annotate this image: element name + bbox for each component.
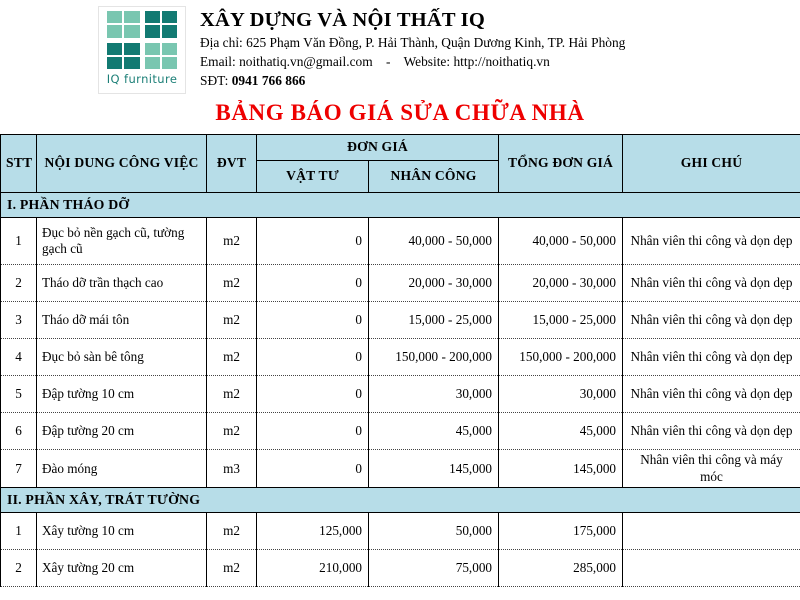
address-label: Địa chỉ: bbox=[200, 35, 243, 51]
cell-unit: m2 bbox=[207, 302, 257, 339]
table-row bbox=[1, 376, 800, 413]
cell-unit: m2 bbox=[207, 413, 257, 450]
cell-total: 175,000 bbox=[499, 513, 623, 550]
cell-labor: 15,000 - 25,000 bbox=[369, 302, 499, 339]
cell-note: Nhân viên thi công và dọn dẹp bbox=[623, 218, 800, 265]
cell-note bbox=[623, 550, 800, 587]
cell-material: 0 bbox=[257, 339, 369, 376]
company-address-line bbox=[200, 33, 625, 52]
phone-label: SĐT: bbox=[200, 73, 229, 89]
table-body bbox=[1, 193, 800, 587]
cell-unit: m2 bbox=[207, 550, 257, 587]
table-row bbox=[1, 218, 800, 265]
price-quote-table bbox=[0, 134, 800, 587]
cell-stt: 2 bbox=[1, 265, 37, 302]
cell-stt: 1 bbox=[1, 513, 37, 550]
table-row bbox=[1, 413, 800, 450]
section-header-row bbox=[1, 193, 800, 218]
cell-stt: 1 bbox=[1, 218, 37, 265]
section-header-row bbox=[1, 488, 800, 513]
logo-pane-top-left bbox=[107, 11, 140, 38]
cell-note: Nhân viên thi công và máy móc bbox=[623, 450, 800, 488]
logo-inner bbox=[104, 11, 180, 89]
cell-unit: m2 bbox=[207, 339, 257, 376]
website-value: http://noithatiq.vn bbox=[453, 54, 550, 70]
company-logo bbox=[98, 6, 186, 94]
company-phone-line bbox=[200, 71, 625, 90]
column-header-total: TỔNG ĐƠN GIÁ bbox=[499, 135, 623, 193]
table-header-row-1 bbox=[1, 135, 800, 161]
cell-labor: 145,000 bbox=[369, 450, 499, 488]
table-row bbox=[1, 450, 800, 488]
cell-total: 45,000 bbox=[499, 413, 623, 450]
address-value: 625 Phạm Văn Đồng, P. Hải Thành, Quận Dương Kinh, TP. Hải Phòng bbox=[246, 35, 626, 51]
column-header-material: VẬT TƯ bbox=[257, 161, 369, 193]
logo-pane-bottom-left bbox=[107, 43, 140, 70]
cell-description: Đập tường 10 cm bbox=[37, 376, 207, 413]
cell-note: Nhân viên thi công và dọn dẹp bbox=[623, 339, 800, 376]
cell-labor: 45,000 bbox=[369, 413, 499, 450]
cell-unit: m2 bbox=[207, 376, 257, 413]
page-title: BẢNG BÁO GIÁ SỬA CHỮA NHÀ bbox=[215, 100, 585, 125]
table-row bbox=[1, 513, 800, 550]
cell-material: 0 bbox=[257, 413, 369, 450]
cell-unit: m3 bbox=[207, 450, 257, 488]
cell-stt: 7 bbox=[1, 450, 37, 488]
cell-material: 0 bbox=[257, 218, 369, 265]
logo-pane-top-right bbox=[145, 11, 178, 38]
section-heading: I. PHẦN THÁO DỠ bbox=[1, 193, 800, 218]
cell-total: 30,000 bbox=[499, 376, 623, 413]
cell-description: Đào móng bbox=[37, 450, 207, 488]
table-row bbox=[1, 339, 800, 376]
cell-note: Nhân viên thi công và dọn dẹp bbox=[623, 376, 800, 413]
cell-note: Nhân viên thi công và dọn dẹp bbox=[623, 413, 800, 450]
cell-description: Đục bỏ nền gạch cũ, tường gạch cũ bbox=[37, 218, 207, 265]
cell-total: 20,000 - 30,000 bbox=[499, 265, 623, 302]
cell-description: Xây tường 10 cm bbox=[37, 513, 207, 550]
cell-material: 0 bbox=[257, 376, 369, 413]
column-header-labor: NHÂN CÔNG bbox=[369, 161, 499, 193]
cell-stt: 2 bbox=[1, 550, 37, 587]
cell-note bbox=[623, 513, 800, 550]
cell-description: Tháo dỡ mái tôn bbox=[37, 302, 207, 339]
cell-total: 285,000 bbox=[499, 550, 623, 587]
cell-labor: 30,000 bbox=[369, 376, 499, 413]
cell-labor: 20,000 - 30,000 bbox=[369, 265, 499, 302]
cell-total: 150,000 - 200,000 bbox=[499, 339, 623, 376]
cell-stt: 3 bbox=[1, 302, 37, 339]
column-header-note: GHI CHÚ bbox=[623, 135, 800, 193]
cell-labor: 50,000 bbox=[369, 513, 499, 550]
section-heading: II. PHẦN XÂY, TRÁT TƯỜNG bbox=[1, 488, 800, 513]
cell-labor: 40,000 - 50,000 bbox=[369, 218, 499, 265]
logo-wordmark: IQ furniture bbox=[106, 72, 178, 86]
cell-description: Tháo dỡ trần thạch cao bbox=[37, 265, 207, 302]
table-row bbox=[1, 550, 800, 587]
table-row bbox=[1, 302, 800, 339]
cell-material: 0 bbox=[257, 450, 369, 488]
cell-note: Nhân viên thi công và dọn dẹp bbox=[623, 265, 800, 302]
email-value: noithatiq.vn@gmail.com bbox=[239, 54, 373, 70]
cell-note: Nhân viên thi công và dọn dẹp bbox=[623, 302, 800, 339]
company-name: XÂY DỰNG VÀ NỘI THẤT IQ bbox=[200, 9, 485, 31]
cell-total: 15,000 - 25,000 bbox=[499, 302, 623, 339]
window-panes-logo-icon bbox=[107, 11, 177, 69]
column-header-unit: ĐVT bbox=[207, 135, 257, 193]
logo-pane-bottom-right bbox=[145, 43, 178, 70]
company-contact-line bbox=[200, 52, 625, 71]
cell-stt: 6 bbox=[1, 413, 37, 450]
company-info bbox=[200, 6, 625, 90]
cell-unit: m2 bbox=[207, 265, 257, 302]
cell-stt: 4 bbox=[1, 339, 37, 376]
cell-labor: 75,000 bbox=[369, 550, 499, 587]
letterhead bbox=[0, 0, 800, 98]
cell-material: 125,000 bbox=[257, 513, 369, 550]
contact-separator: - bbox=[386, 54, 391, 70]
cell-description: Đập tường 20 cm bbox=[37, 413, 207, 450]
cell-stt: 5 bbox=[1, 376, 37, 413]
column-header-unit-price-group: ĐƠN GIÁ bbox=[257, 135, 499, 161]
cell-material: 0 bbox=[257, 265, 369, 302]
website-label: Website: bbox=[403, 54, 451, 70]
cell-description: Xây tường 20 cm bbox=[37, 550, 207, 587]
table-header bbox=[1, 135, 800, 193]
column-header-description: NỘI DUNG CÔNG VIỆC bbox=[37, 135, 207, 193]
table-row bbox=[1, 265, 800, 302]
cell-unit: m2 bbox=[207, 513, 257, 550]
column-header-stt: STT bbox=[1, 135, 37, 193]
phone-value: 0941 766 866 bbox=[231, 73, 306, 89]
email-label: Email: bbox=[200, 54, 236, 70]
cell-unit: m2 bbox=[207, 218, 257, 265]
cell-description: Đục bỏ sàn bê tông bbox=[37, 339, 207, 376]
cell-total: 40,000 - 50,000 bbox=[499, 218, 623, 265]
cell-labor: 150,000 - 200,000 bbox=[369, 339, 499, 376]
cell-total: 145,000 bbox=[499, 450, 623, 488]
cell-material: 210,000 bbox=[257, 550, 369, 587]
cell-material: 0 bbox=[257, 302, 369, 339]
